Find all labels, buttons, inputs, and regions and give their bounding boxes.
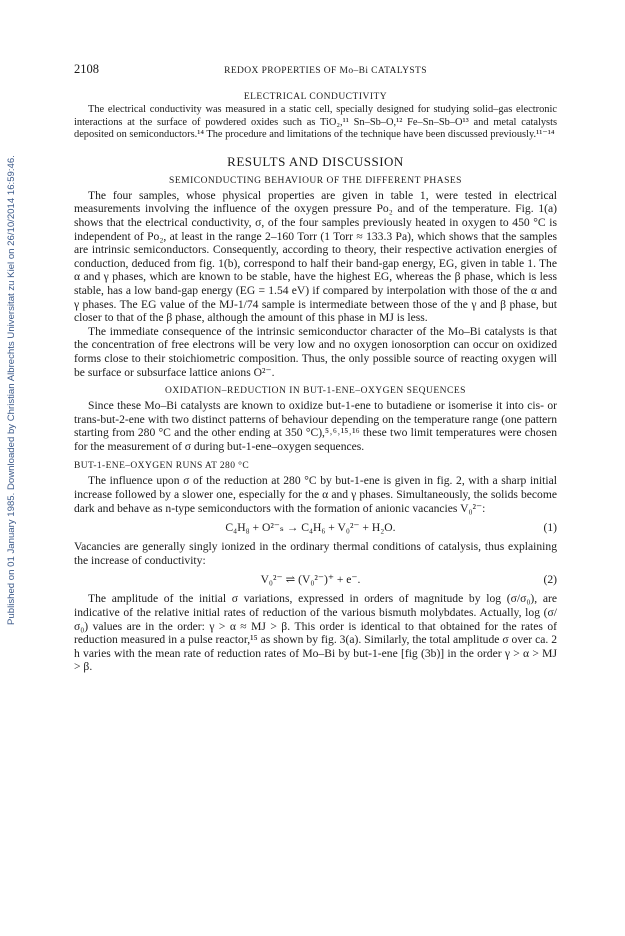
journal-page <box>74 62 557 674</box>
page-number: 2108 <box>74 62 99 76</box>
equation-1-number: (1) <box>543 521 557 535</box>
heading-results-discussion: RESULTS AND DISCUSSION <box>227 153 404 169</box>
equation-1-expression: C₄H₈ + O²⁻ₛ → C₄H₆ + V₀²⁻ + H₂O. <box>225 521 396 535</box>
download-watermark-text: Published on 01 January 1985. Downloaded by Christian Albrechts Universitat zu Kiel on 26/10/2014 16:59:46. <box>6 155 17 625</box>
heading-oxidation-reduction: OXIDATION–REDUCTION IN BUT-1-ENE–OXYGEN SEQUENCES <box>165 386 466 397</box>
paragraph-oxidation-reduction: Since these Mo–Bi catalysts are known to oxidize but-1-ene to butadiene or isomerise it into cis- or trans-but-2-ene with two distinct patterns of behaviour depending on the temperature range (one pattern starting from 280 °C and the other ending at 350 °C),⁵˒⁶˒¹⁵˒¹⁶ these two limit temperatures were chosen for the measurement of σ during but-1-ene–oxygen sequences. <box>74 399 557 453</box>
paragraph-semiconducting-2: The immediate consequence of the intrinsic semiconductor character of the Mo–Bi catalysts is that the concentration of free electrons will be very low and no oxygen ionosorption can occur on oxidized forms close to their stoichiometric composition. Thus, the only possible source of reacting oxygen will be surface or subsurface lattice anions O²⁻. <box>74 324 557 379</box>
page-header <box>74 62 557 82</box>
paragraph-runs-2: Vacancies are generally singly ionized in the ordinary thermal conditions of catalysis, thus explaining the increase of conductivity: <box>74 540 557 567</box>
equation-2 <box>74 572 557 587</box>
paragraph-runs-3: The amplitude of the initial σ variations, expressed in orders of magnitude by log (σ/σ₀), are indicative of the relative initial rates of reduction of the various bismuth molybdates. Actually, log (σ/σ₀) values are in the order: γ > α ≈ MJ > β. This order is identical to that obtained for the rates of reduction measured in a pulse reactor,¹⁵ as shown by fig. 3(a). Similarly, the total amplitude σ over ca. 2 h varies with the mean rate of reduction rates of Mo–Bi by but-1-ene [fig (3b)] in the order γ > α > MJ > β. <box>74 592 557 674</box>
equation-2-number: (2) <box>543 573 557 587</box>
paragraph-conductivity-method: The electrical conductivity was measured in a static cell, specially designed for studying solid–gas electronic interactions at the surface of powdered oxides such as TiO₂,¹¹ Sn–Sb–O,¹² Fe–Sn–Sb–O¹³ and metal catalysts deposited on semiconductors.¹⁴ The procedure and limitations of the technique have been discussed previously.¹¹⁻¹⁴ <box>74 104 557 141</box>
heading-semiconducting-behaviour: SEMICONDUCTING BEHAVIOUR OF THE DIFFERENT PHASES <box>169 175 462 186</box>
equation-1 <box>74 520 557 535</box>
download-watermark <box>4 95 18 625</box>
equation-2-expression: V₀²⁻ ⇌ (V₀²⁻)⁺ + e⁻. <box>260 573 361 587</box>
running-title: REDOX PROPERTIES OF Mo–Bi CATALYSTS <box>224 66 427 76</box>
paragraph-semiconducting-1: The four samples, whose physical properties are given in table 1, were tested in electrical measurements involving the influence of the oxygen pressure Po₂ and of the temperature. Fig. 1(a) shows that the electrical conductivity, σ, of the four samples previously heated in oxygen to 450 °C is independent of Po₂, at least in the range 2–160 Torr (1 Torr ≈ 133.3 Pa), which shows that the samples are intrinsic semiconductors. Consequently, according to theory, their respective activation energies of conduction, deduced from fig. 1(b), correspond to half their band-gap energy, EG, given in table 1. The α and γ phases, which are known to be stable, have the highest EG, whereas the β phase, which is less stable, has a low band-gap energy (EG = 1.54 eV) if compared by interpolation with those of the α and γ phases. The EG value of the MJ-1/74 sample is intermediate between those of the γ and β phase, but closer to that of the β phase, although the amount of this phase in MJ is less. <box>74 188 557 325</box>
paragraph-runs-1: The influence upon σ of the reduction at 280 °C by but-1-ene is given in fig. 2, with a sharp initial increase followed by a slower one, especially for the α and γ phases. Simultaneously, the solids become dark and behave as n-type semiconductors with the formation of anionic vacancies V₀²⁻: <box>74 474 557 515</box>
heading-runs-280: BUT-1-ENE–OXYGEN RUNS AT 280 °C <box>74 461 250 472</box>
heading-electrical-conductivity: ELECTRICAL CONDUCTIVITY <box>243 92 388 102</box>
